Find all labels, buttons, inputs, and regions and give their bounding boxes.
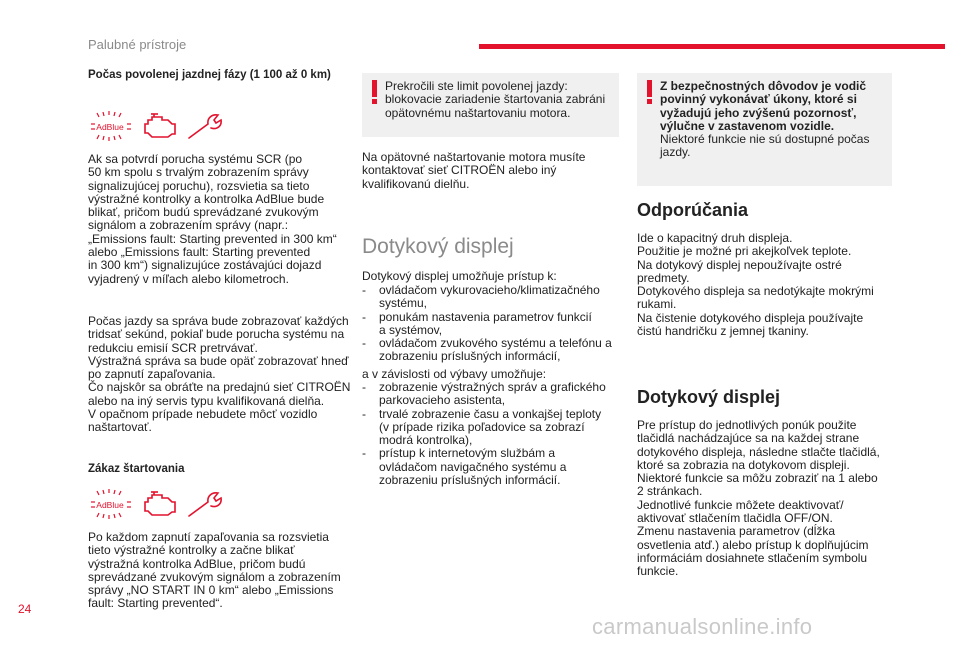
list-item: - ponukám nastavenia parametrov funkcií a systémov, (362, 309, 592, 337)
list-touchscreen-access (362, 284, 620, 364)
touchscreen-intro: Dotykový displej umožňuje prístup k: (362, 269, 557, 283)
touchscreen-equipment-note: a v závislosti od výbavy umožňuje: (362, 367, 547, 381)
engine-warning-icon (142, 112, 178, 140)
header-rule (479, 44, 945, 49)
section-title: Palubné prístroje (88, 37, 187, 52)
warning-safety-bold: Z bezpečnostných dôvodov je vodič povinný vykonávať úkony, ktoré si vyžadujú jeho zvýšenú pozornosť, výlučne v zastavenom vozidle. (660, 79, 867, 133)
wrench-service-icon (186, 490, 224, 518)
exclamation-icon (646, 80, 653, 104)
list-item: - zobrazenie výstražných správ a grafického parkovacieho asistenta, (362, 380, 606, 408)
adblue-icon (88, 111, 134, 141)
paragraph-message-repeat: Počas jazdy sa správa bude zobrazovať každých tridsať sekúnd, pokiaľ bude porucha systému na redukciu emisií SCR pretrvávať. Výstražná správa sa bude opäť zobrazovať hneď po zapnutí zapaľovania. Čo najskôr sa obráťte na predajnú sieť CITROËN alebo na iný servis typu kvalifikovaná dielňa. V opačnom prípade nebudete môcť vozidlo naštartovať. (88, 314, 351, 435)
paragraph-no-start: Po každom zapnutí zapaľovania sa rozsvietia tieto výstražné kontrolky a začne blikať výstražná kontrolka AdBlue, pričom budú sprevádzané zvukovým signálom a zobrazením správy „NO START IN 0 km“ alebo „Emissions fault: Starting prevented“. (88, 530, 341, 611)
list-item: - trvalé zobrazenie času a vonkajšej teploty (v prípade rizika poľadovice sa zobrazí modrá kontrolka), (362, 406, 602, 448)
adblue-icon-label: AdBlue (96, 500, 124, 510)
heading-touchscreen: Dotykový displej (362, 235, 514, 258)
heading-touchscreen-2: Dotykový displej (637, 387, 781, 407)
paragraph-recommendations: Ide o kapacitný druh displeja. Použitie je možné pri akejkoľvek teplote. Na dotykový displej nepoužívajte ostré predmety. Dotykového displeja sa nedotýkajte mokrými rukami. Na čistenie dotykového displeja používajte čistú handričku z jemnej tkaniny. (637, 231, 874, 339)
paragraph-restart: Na opätovné naštartovanie motora musíte kontaktovať sieť CITROËN alebo iný kvalifikovanú dielňu. (362, 150, 586, 191)
adblue-icon (88, 489, 134, 519)
warning-limit-text: Prekročili ste limit povolenej jazdy: blokovacie zariadenie štartovania zabráni opätovnému naštartovaniu motora. (385, 79, 606, 120)
wrench-service-icon (186, 112, 224, 140)
heading-start-prohibited: Zákaz štartovania (88, 463, 185, 475)
heading-grace-period: Počas povolenej jazdnej fázy (1 100 až 0 km) (88, 69, 331, 81)
warning-icons-row-2 (88, 489, 224, 519)
exclamation-icon (371, 80, 378, 104)
list-item: - ovládačom zvukového systému a telefónu a zobrazeniu príslušných informácií, (362, 336, 612, 364)
page-number: 24 (18, 602, 32, 616)
list-touchscreen-features (362, 381, 620, 487)
paragraph-touchscreen-usage: Pre prístup do jednotlivých ponúk použite tlačidlá nachádzajúce sa na každej strane dotykového displeja, následne stlačte tlačidlá, ktoré sa zobrazia na dotykovom displeji. Niektoré funkcie sa môžu zobraziť na 1 alebo 2 stránkach. Jednotlivé funkcie môžete deaktivovať/ aktivovať stlačením tlačidla OFF/ON. Zmenu nastavenia parametrov (dĺžka osvetlenia atď.) alebo prístup k doplňujúcim informáciám dosiahnete stlačením symbolu funkcie. (637, 418, 880, 579)
engine-warning-icon (142, 490, 178, 518)
list-item: - ovládačom vykurovacieho/klimatizačného systému, (362, 283, 600, 311)
list-item: - prístup k internetovým službám a ovládačom navigačného systému a zobrazeniu príslušných informácií. (362, 446, 567, 488)
warning-icons-row-1 (88, 111, 224, 141)
heading-recommendations: Odporúčania (637, 200, 749, 220)
warning-safety-text: Niektoré funkcie nie sú dostupné počas jazdy. (660, 132, 870, 160)
paragraph-scr-fault: Ak sa potvrdí porucha systému SCR (po 50 km spolu s trvalým zobrazením správy signalizujúcej poruchu), rozsvietia sa tieto výstražné kontrolky a kontrolka AdBlue bude blikať, pričom budú sprevádzané zvukovým signálom a zobrazením správy (napr.: „Emissions fault: Starting prevented in 300 km“ alebo „Emissions fault: Starting prevented in 300 km“) signalizujúce zostávajúci dojazd vyjadrený v míľach alebo kilometroch. (88, 152, 337, 286)
watermark: carmanualsonline.info (592, 614, 813, 639)
adblue-icon-label: AdBlue (96, 122, 124, 132)
